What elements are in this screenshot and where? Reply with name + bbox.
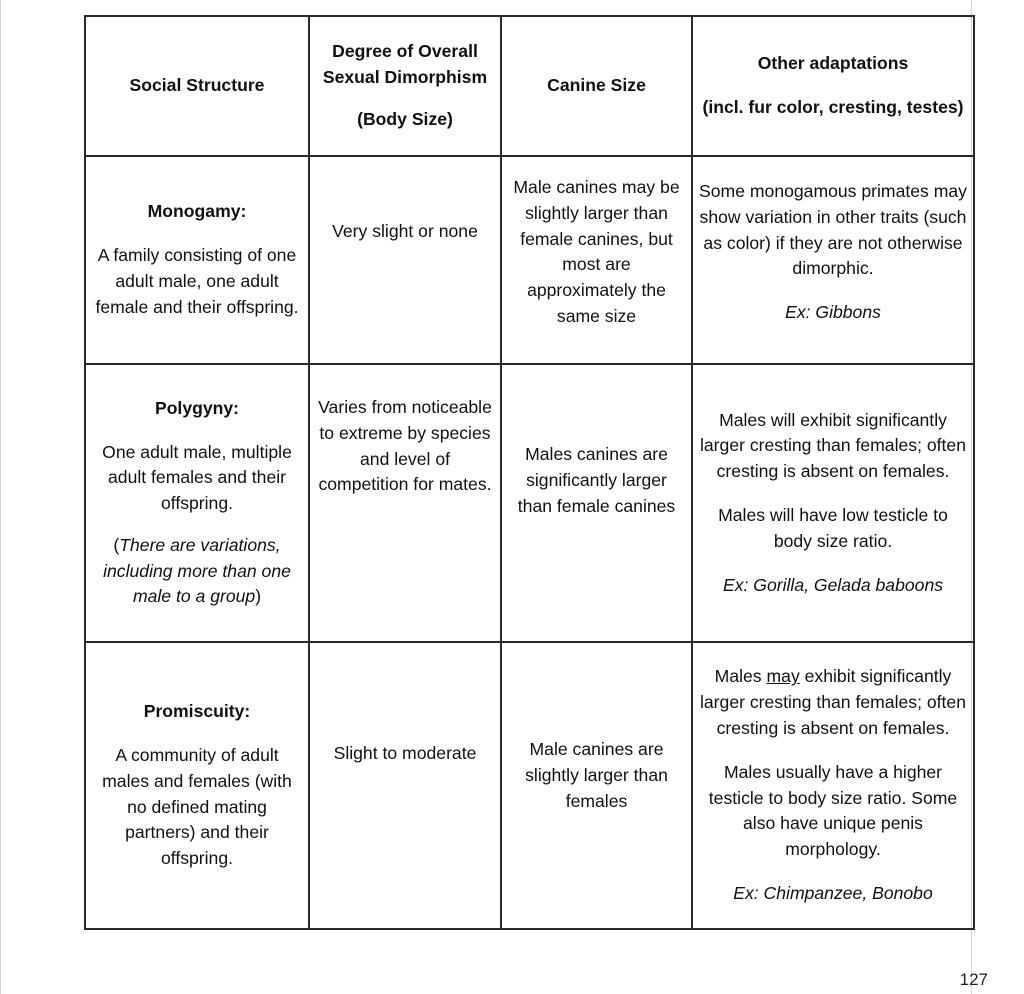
dimorphism-text: Varies from noticeable to extreme by species and level of competition for mates.	[318, 397, 492, 495]
header-social-structure	[85, 16, 309, 156]
table-header-row	[85, 16, 974, 156]
page-number: 127	[959, 970, 988, 989]
page-edge-left	[0, 0, 1, 994]
note-paren-close: )	[255, 586, 262, 607]
social-structure-table	[84, 15, 975, 930]
cell-dimorphism-polygyny	[309, 364, 501, 642]
cell-other-promiscuity	[692, 642, 974, 929]
other-text-pre: Males	[714, 666, 767, 687]
structure-title: Monogamy:	[147, 201, 247, 222]
header-other-adaptations	[692, 16, 974, 156]
header-canine-size-text: Canine Size	[547, 75, 646, 96]
canine-text: Male canines may be slightly larger than female canines, but most are approximately the same size	[513, 177, 680, 326]
other-text-2: Males will have low testicle to body size ratio.	[718, 505, 948, 551]
table-row-monogamy	[85, 156, 974, 364]
header-other-text: Other adaptations	[757, 53, 909, 74]
structure-title: Polygyny:	[154, 397, 240, 418]
note-paren-open: (	[113, 534, 120, 555]
underlined-may: may	[766, 666, 800, 687]
header-dimorphism	[309, 16, 501, 156]
header-dimorphism-text: Degree of Overall Sexual Dimorphism	[322, 41, 488, 88]
header-social-structure-text: Social Structure	[129, 75, 265, 96]
header-canine-size	[501, 16, 692, 156]
table-row-polygyny	[85, 364, 974, 642]
cell-canine-monogamy	[501, 156, 692, 364]
cell-structure-promiscuity	[85, 642, 309, 929]
cell-structure-polygyny	[85, 364, 309, 642]
cell-dimorphism-promiscuity	[309, 642, 501, 929]
cell-other-polygyny	[692, 364, 974, 642]
header-other-subtext: (incl. fur color, cresting, testes)	[702, 97, 964, 117]
dimorphism-text: Very slight or none	[332, 221, 478, 241]
cell-dimorphism-monogamy	[309, 156, 501, 364]
structure-title: Promiscuity:	[143, 701, 251, 722]
other-example: Ex: Chimpanzee, Bonobo	[733, 882, 933, 903]
other-text-post: exhibit significantly larger cresting than females; often cresting is absent on females.	[699, 666, 966, 738]
other-example: Ex: Gibbons	[785, 302, 881, 323]
other-text: Some monogamous primates may show variation in other traits (such as color) if they are not otherwise dimorphic.	[699, 181, 967, 279]
other-text: Males will exhibit significantly larger cresting than females; often cresting is absent on females.	[699, 409, 966, 482]
header-dimorphism-subtext: (Body Size)	[357, 108, 453, 129]
structure-description: One adult male, multiple adult females and their offspring.	[102, 441, 292, 514]
table-row-promiscuity	[85, 642, 974, 929]
structure-description: A family consisting of one adult male, one adult female and their offspring.	[95, 245, 299, 317]
cell-other-monogamy	[692, 156, 974, 364]
canine-text: Males canines are significantly larger than female canines	[517, 444, 676, 516]
other-example: Ex: Gorilla, Gelada baboons	[722, 574, 944, 595]
other-text-2: Males usually have a higher testicle to body size ratio. Some also have unique penis morphology.	[708, 761, 958, 860]
structure-note	[92, 533, 302, 610]
dimorphism-text: Slight to moderate	[333, 743, 477, 763]
other-text	[699, 664, 967, 741]
cell-structure-monogamy	[85, 156, 309, 364]
note-text: There are variations, including more than one male to a group	[103, 534, 291, 607]
cell-canine-promiscuity	[501, 642, 692, 929]
structure-description: A community of adult males and females (with no defined mating partners) and their offspring.	[102, 744, 292, 869]
cell-canine-polygyny	[501, 364, 692, 642]
canine-text: Male canines are slightly larger than females	[525, 739, 668, 811]
